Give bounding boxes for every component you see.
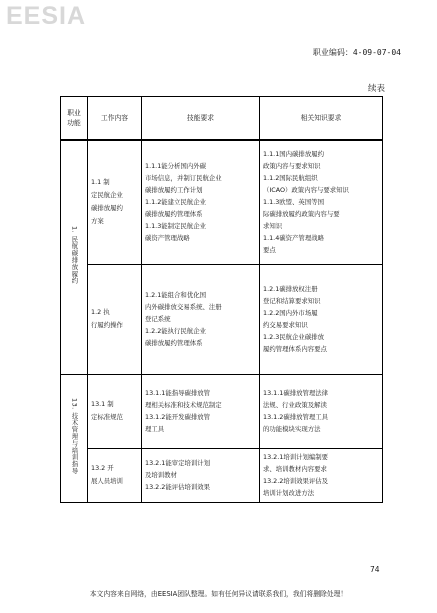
cell-line: 13.2 开 xyxy=(91,464,114,472)
cell-line: 登记系统 xyxy=(145,315,171,323)
cell-line: 展人员培训 xyxy=(91,477,123,485)
header-function-line: 职业 xyxy=(67,109,81,117)
cell-line: 要点 xyxy=(263,246,276,255)
cell-line: 1.1.2能建立民航企业 xyxy=(145,198,206,207)
cell-line: 13.1.2碳排放管理工具 xyxy=(263,413,329,421)
cell-line: 登记和结算要求知识 xyxy=(263,297,321,305)
table-row xyxy=(61,374,383,448)
header-function xyxy=(61,97,88,141)
cell-line: 求知识 xyxy=(263,222,283,231)
function-cell xyxy=(61,374,88,502)
cell-line: 及培训教材 xyxy=(145,471,177,479)
table-header-row xyxy=(61,97,383,141)
knowledge-cell xyxy=(260,374,383,448)
work-content-cell xyxy=(88,140,142,264)
cell-line: 约交易要求知识 xyxy=(263,321,308,329)
continued-label: 续表 xyxy=(367,84,385,94)
cell-line: 1.2.1碳排放权注册 xyxy=(263,285,318,293)
cell-line: 碳排放履约管理体系 xyxy=(145,339,203,347)
cell-line: 1.2.3民航企业碳排放 xyxy=(263,333,324,341)
cell-line: 13.1.2能开发碳排放管 xyxy=(145,413,211,421)
cell-line: 理工具 xyxy=(145,425,165,433)
cell-line: 1.2.2国内外市场履 xyxy=(263,309,318,317)
function-label: 13. 技术管理与培训指导 xyxy=(70,397,79,475)
cell-line: 13.1.1能指导碳排放管 xyxy=(145,389,211,397)
header-work-content: 工作内容 xyxy=(88,97,142,141)
cell-line: 碳排放履约 xyxy=(91,204,123,213)
cell-line: 1.1.1国内碳排放履约 xyxy=(263,150,324,159)
cell-line: 13.1 制 xyxy=(91,400,114,408)
occupation-code-label: 职业编码： xyxy=(312,48,353,57)
occupation-code xyxy=(313,47,401,58)
skills-cell xyxy=(142,448,260,502)
cell-line: 1.2.2能执行民航企业 xyxy=(145,327,206,335)
cell-line: 13.2.1能审定培训计划 xyxy=(145,459,211,467)
knowledge-cell xyxy=(260,448,383,502)
occupation-code-value: 4-09-07-04 xyxy=(352,48,401,57)
cell-line: （ICAO）政策内容与要求知识 xyxy=(263,186,349,195)
cell-line: 政策内容与要求知识 xyxy=(263,162,321,171)
cell-line: 13.1.1碳排放管理法律 xyxy=(263,389,329,397)
cell-line: 碳排放履约工作计划 xyxy=(145,186,203,195)
cell-line: 1.1 制 xyxy=(91,178,110,187)
page-number: 74 xyxy=(370,565,380,574)
cell-line: 1.2 执 xyxy=(91,308,110,316)
header-knowledge-requirements: 相关知识要求 xyxy=(260,97,383,141)
cell-line: 13.2.1培训计划编制要 xyxy=(263,453,329,461)
cell-line: 履约管理体系内容要点 xyxy=(263,345,327,353)
cell-line: 培训计划改进方法 xyxy=(263,489,315,497)
work-content-cell xyxy=(88,374,142,448)
knowledge-cell xyxy=(260,264,383,374)
cell-line: 定民航企业 xyxy=(91,191,123,200)
cell-line: 行履约操作 xyxy=(91,321,123,329)
cell-line: 1.1.4碳资产管理战略 xyxy=(263,234,324,243)
header-function-line: 功能 xyxy=(67,119,81,127)
skills-cell xyxy=(142,374,260,448)
cell-line: 求、培训教材内容要求 xyxy=(263,465,327,473)
knowledge-cell xyxy=(260,140,383,264)
cell-line: 内外碳排放交易系统、注册 xyxy=(145,303,222,311)
work-content-cell xyxy=(88,448,142,502)
cell-line: 1.1.3欧盟、英国等国 xyxy=(263,198,324,207)
cell-line: 1.2.1能组合和优化国 xyxy=(145,291,206,299)
eesia-logo: EESIA xyxy=(6,2,87,30)
skills-cell xyxy=(142,264,260,374)
header-skill-requirements: 技能要求 xyxy=(142,97,260,141)
skills-cell xyxy=(142,140,260,264)
cell-line: 1.1.1能分析国内外碳 xyxy=(145,162,206,171)
function-label: 1. 民航碳排放履约 xyxy=(70,226,79,285)
standards-table xyxy=(60,96,383,503)
table-row xyxy=(61,264,383,374)
cell-line: 1.1.3能制定民航企业 xyxy=(145,222,206,231)
cell-line: 定标准规范 xyxy=(91,413,123,421)
cell-line: 市场信息，并制订民航企业 xyxy=(145,174,222,183)
table-row xyxy=(61,140,383,264)
work-content-cell xyxy=(88,264,142,374)
cell-line: 13.2.2培训效果评估及 xyxy=(263,477,329,485)
cell-line: 理相关标准和技术规范制定 xyxy=(145,401,222,409)
footer-disclaimer: 本文内容来自网络，由EESIA团队整理。如有任何异议请联系我们，我们将删除处理！ xyxy=(89,590,348,598)
table-row xyxy=(61,448,383,502)
cell-line: 法规、行业政策及解读 xyxy=(263,401,327,409)
cell-line: 1.1.2国际民航组织 xyxy=(263,174,318,183)
function-cell xyxy=(61,140,88,374)
cell-line: 碳资产管理战略 xyxy=(145,234,190,243)
cell-line: 碳排放履约管理体系 xyxy=(145,210,203,219)
cell-line: 方案 xyxy=(91,217,104,226)
cell-line: 际碳排放履约政策内容与要 xyxy=(263,210,340,219)
cell-line: 的功能模块实现方法 xyxy=(263,425,321,433)
cell-line: 13.2.2能评估培训效果 xyxy=(145,483,211,491)
